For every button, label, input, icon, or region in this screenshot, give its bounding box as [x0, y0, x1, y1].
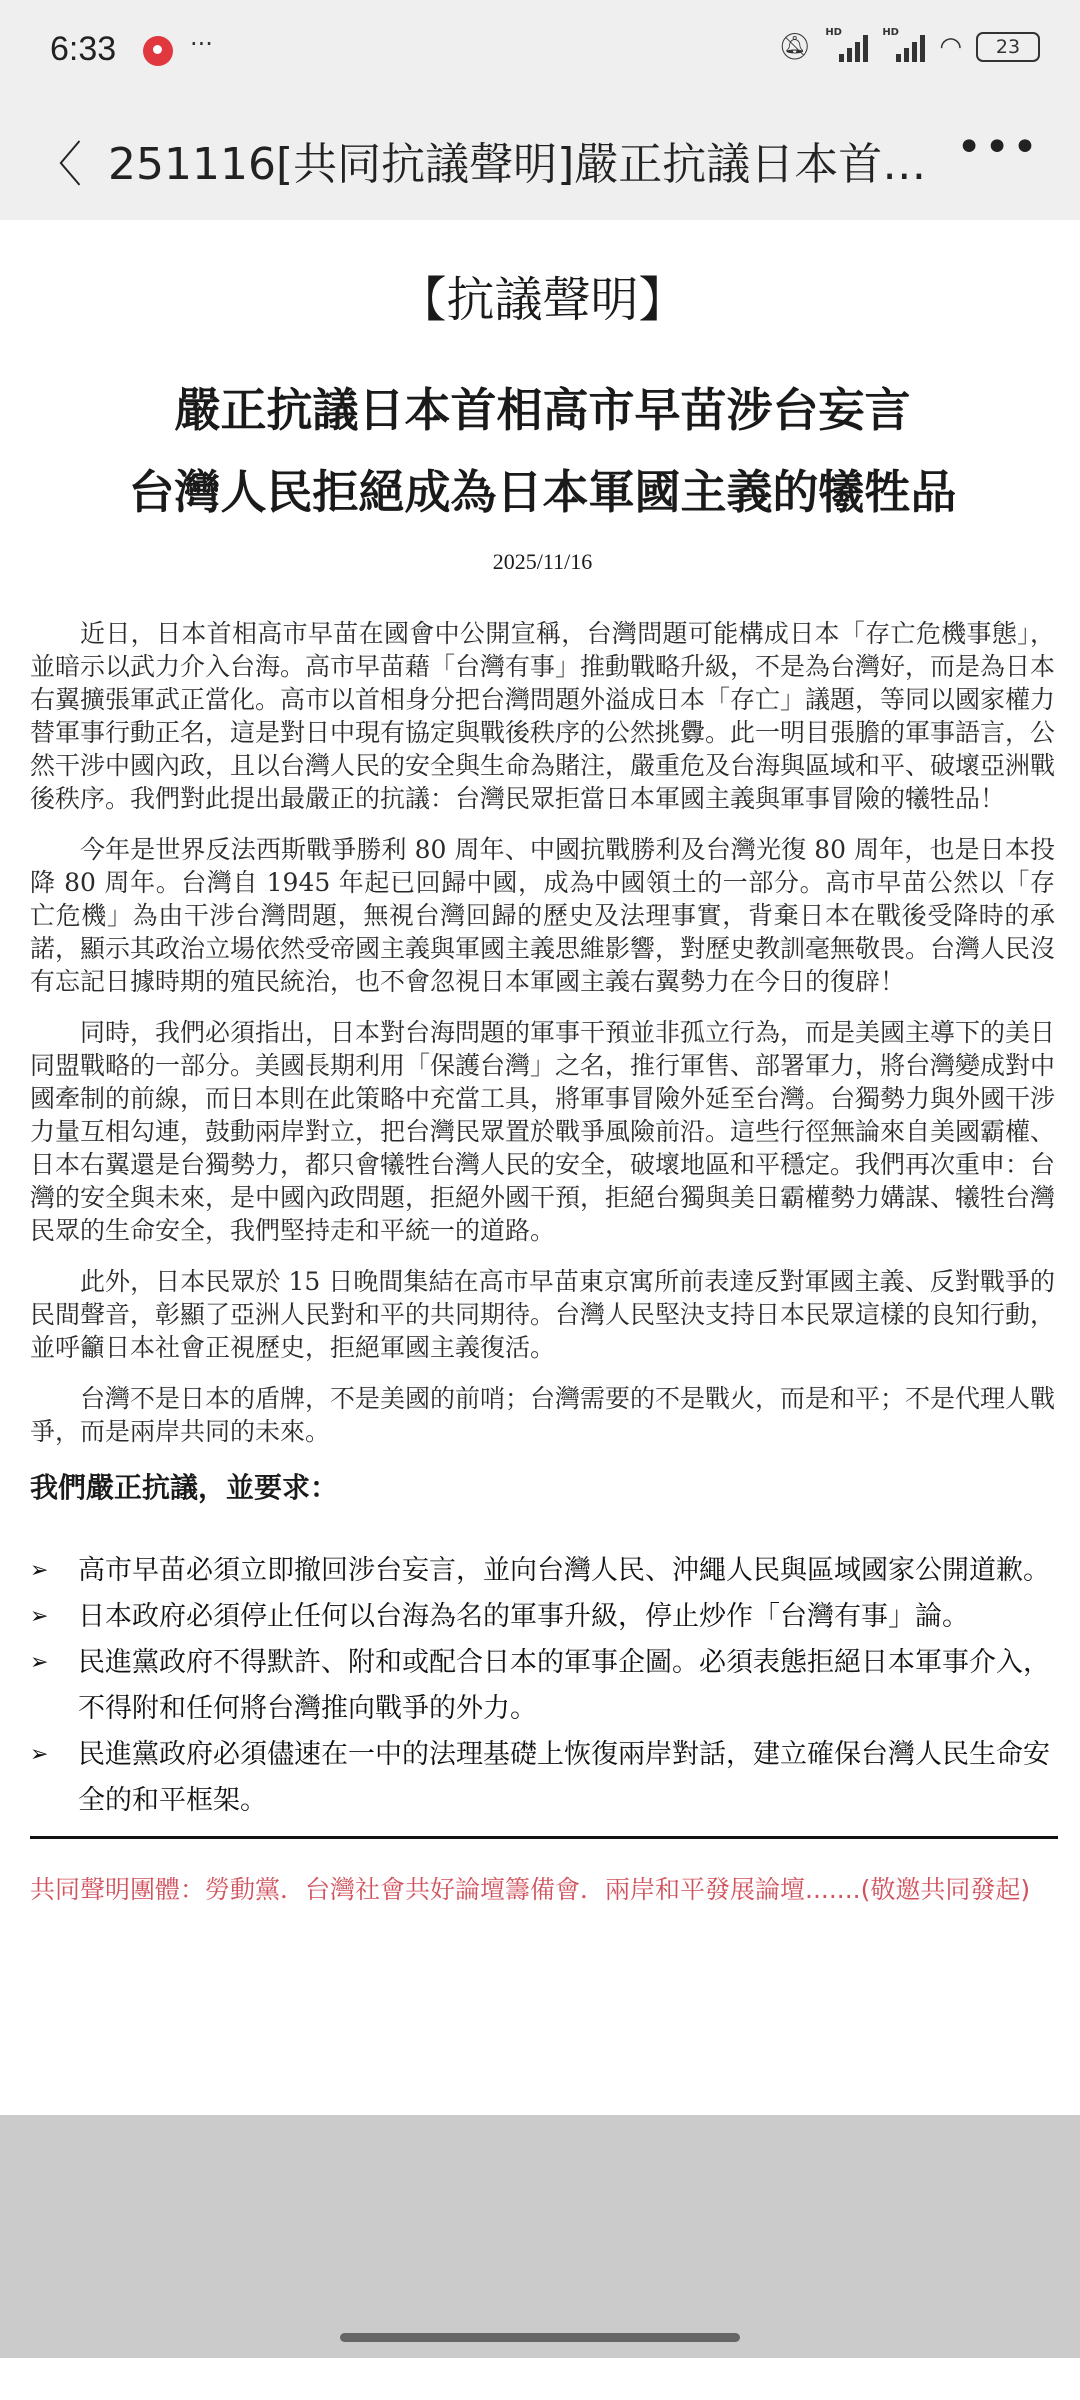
- status-time: 6:33: [50, 30, 117, 68]
- battery-icon: 23: [976, 32, 1040, 62]
- demands-heading: 我們嚴正抗議，並要求：: [30, 1471, 339, 1504]
- list-item: [30, 1594, 1055, 1640]
- mute-icon: 🔕︎: [778, 32, 812, 62]
- list-item: [30, 1548, 1055, 1594]
- wifi-icon: ◠: [939, 32, 962, 62]
- more-menu-button[interactable]: •••: [956, 122, 1040, 173]
- demand-text: 日本政府必須停止任何以台海為名的軍事升級，停止炒作「台灣有事」論。: [78, 1601, 969, 1632]
- paragraph: 今年是世界反法西斯戰爭勝利 80 周年、中國抗戰勝利及台灣光復 80 周年，也是日本投降 80 周年。台灣自 1945 年起已回歸中國，成為中國領土的一部分。高市早苗公然以「存亡危機」為由干涉台灣問題，無視台灣回歸的歷史及法理事實，背棄日本在戰後受降時的承諾，顯示其政治立場依然受帝國主義與軍國主義思維影響，對歷史教訓毫無敬畏。台灣人民沒有忘記日據時期的殖民統治，也不會忽視日本軍國主義右翼勢力在今日的復辟！: [30, 835, 1056, 996]
- document-body: [30, 617, 1055, 1448]
- more-notifications-icon: ···: [190, 30, 213, 58]
- app-notification-icon: [143, 36, 173, 66]
- demand-text: 高市早苗必須立即撤回涉台妄言，並向台灣人民、沖繩人民與區域國家公開道歉。: [78, 1555, 1050, 1586]
- paragraph: 台灣不是日本的盾牌，不是美國的前哨；台灣需要的不是戰火，而是和平；不是代理人戰爭，而是兩岸共同的未來。: [30, 1384, 1056, 1446]
- paragraph: 同時，我們必須指出，日本對台海問題的軍事干預並非孤立行為，而是美國主導下的美日同盟戰略的一部分。美國長期利用「保護台灣」之名，推行軍售、部署軍力，將台灣變成對中國牽制的前線，而日本則在此策略中充當工具，將軍事冒險外延至台灣。台獨勢力與外國干涉力量互相勾連，鼓動兩岸對立，把台灣民眾置於戰爭風險前沿。這些行徑無論來自美國霸權、日本右翼還是台獨勢力，都只會犧牲台灣人民的安全，破壞地區和平穩定。我們再次重申：台灣的安全與未來，是中國內政問題，拒絕外國干預，拒絕台獨與美日霸權勢力媾謀、犧牲台灣民眾的生命安全，我們堅持走和平統一的道路。: [30, 1018, 1056, 1245]
- document-title-line-1: 嚴正抗議日本首相高市早苗涉台妄言: [174, 383, 911, 437]
- home-indicator[interactable]: [340, 2333, 740, 2342]
- demand-text: 民進黨政府必須儘速在一中的法理基礎上恢復兩岸對話，建立確保台灣人民生命安全的和平框架。: [78, 1739, 1050, 1816]
- arrow-bullet-icon: ➢: [30, 1558, 49, 1583]
- document-title-line-2: 台灣人民拒絕成為日本軍國主義的犧牲品: [128, 465, 957, 519]
- signal-icon: [825, 27, 868, 62]
- list-item: [30, 1732, 1055, 1824]
- demands-list: [30, 1548, 1055, 1824]
- document-heading: 【抗議聲明】: [398, 272, 687, 328]
- paragraph: 近日，日本首相高市早苗在國會中公開宣稱，台灣問題可能構成日本「存亡危機事態」，並暗示以武力介入台海。高市早苗藉「台灣有事」推動戰略升級，不是為台灣好，而是為日本右翼擴張軍武正當化。高市以首相身分把台灣問題外溢成日本「存亡」議題，等同以國家權力替軍事行動正名，這是對日中現有協定與戰後秩序的公然挑釁。此一明目張膽的軍事語言，公然干涉中國內政，且以台灣人民的安全與生命為賭注，嚴重危及台海與區域和平、破壞亞洲戰後秩序。我們對此提出最嚴正的抗議：台灣民眾拒當日本軍國主義與軍事冒險的犧牲品！: [30, 619, 1056, 813]
- demand-text: 民進黨政府不得默許、附和或配合日本的軍事企圖。必須表態拒絕日本軍事介入，不得附和任何將台灣推向戰爭的外力。: [78, 1647, 1050, 1724]
- back-button[interactable]: 〈: [34, 137, 83, 193]
- arrow-bullet-icon: ➢: [30, 1604, 49, 1629]
- app-header: [0, 0, 1080, 220]
- arrow-bullet-icon: ➢: [30, 1742, 49, 1767]
- document-image: [0, 220, 1080, 2115]
- status-bar: [0, 26, 1080, 76]
- list-item: [30, 1640, 1055, 1732]
- signal-icon-2: [882, 27, 925, 62]
- page-title: 251116[共同抗議聲明]嚴正抗議日本首…: [108, 139, 927, 190]
- divider: [30, 1836, 1058, 1839]
- arrow-bullet-icon: ➢: [30, 1650, 49, 1675]
- paragraph: 此外，日本民眾於 15 日晚間集結在高市早苗東京寓所前表達反對軍國主義、反對戰爭的民間聲音，彰顯了亞洲人民對和平的共同期待。台灣人民堅決支持日本民眾這樣的良知行動，並呼籲日本社會正視歷史，拒絕軍國主義復活。: [30, 1267, 1056, 1362]
- hd-label: HD: [825, 27, 842, 38]
- page-bottom-area: [0, 2115, 1080, 2358]
- cosigners-text: 共同聲明團體：勞動黨．台灣社會共好論壇籌備會．兩岸和平發展論壇.......(敬邀共同發起): [30, 1875, 1031, 1904]
- hd-label-2: HD: [882, 27, 899, 38]
- document-date: 2025/11/16: [492, 549, 593, 574]
